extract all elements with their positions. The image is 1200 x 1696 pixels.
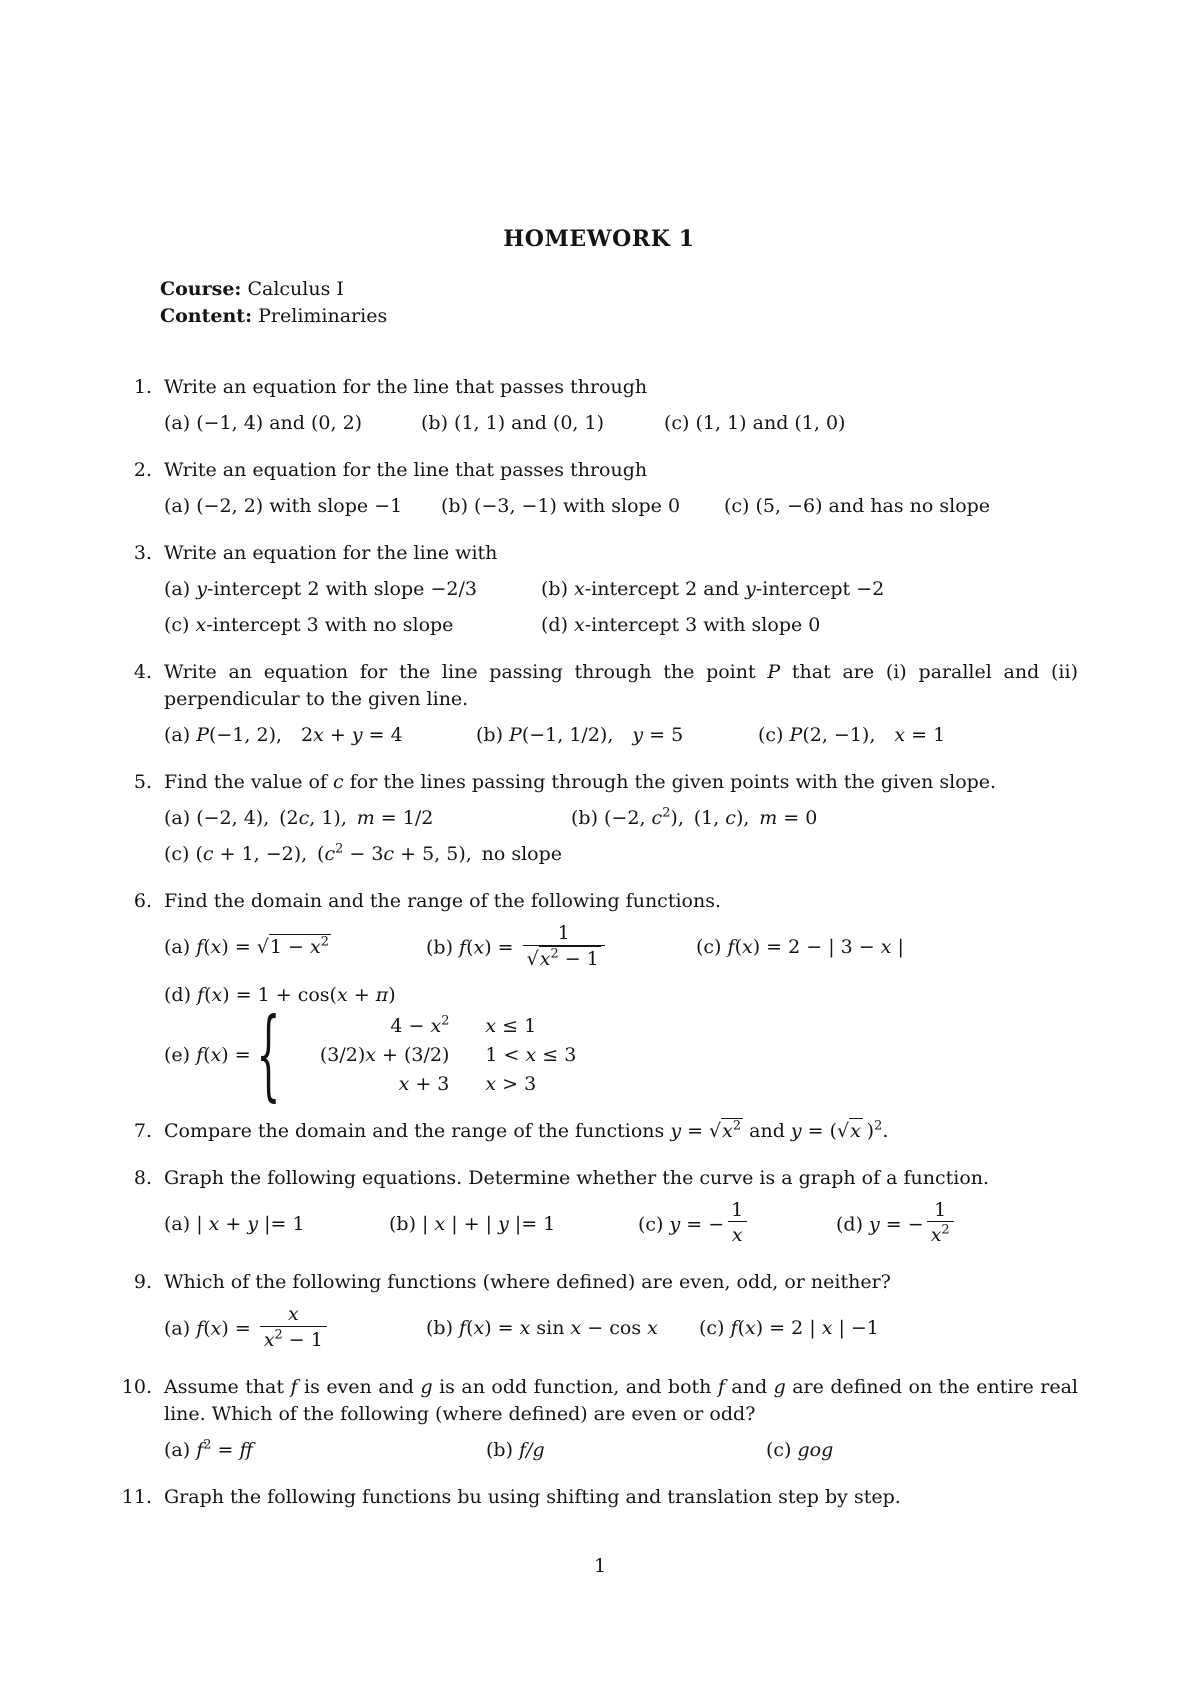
problem-3-text: Write an equation for the line with [164, 542, 498, 564]
problem-8-options [164, 1198, 1078, 1250]
case-2-expr: (3/2)x + (3/2) [319, 1043, 450, 1066]
problem-2-option-c: (c) (5, −6) and has no slope [724, 495, 991, 517]
problem-9-option-b: (b) f(x) = x sin x − cos x [426, 1317, 658, 1340]
problem-9 [120, 1269, 1078, 1354]
problem-1-options [164, 410, 1078, 437]
problem-6-option-d: (d) f(x) = 1 + cos(x + π) [164, 983, 396, 1006]
problem-1-text: Write an equation for the line that passes through [164, 376, 648, 398]
problem-5-options-row-2 [164, 841, 1078, 868]
problem-2-option-a: (a) (−2, 2) with slope −1 [164, 495, 403, 517]
document-page [120, 0, 1078, 1531]
problem-4 [120, 659, 1078, 749]
problem-11-text: Graph the following functions bu using shifting and translation step by step. [164, 1485, 901, 1508]
problem-8-option-b: (b) | x | + | y |= 1 [389, 1212, 556, 1235]
problem-4-option-b: (b) P(−1, 1/2), y = 5 [476, 724, 684, 746]
problem-7-text: Compare the domain and the range of the functions $y = √x^2$ and y = (√x )$^2$. [164, 1118, 889, 1142]
problem-2-text: Write an equation for the line that passes through [164, 459, 648, 481]
problem-3-option-d: (d) x-intercept 3 with slope 0 [541, 614, 821, 636]
problem-9-number: 9. [133, 1271, 152, 1294]
problem-9-options [164, 1305, 1078, 1354]
case-3-expr: x + 3 [398, 1072, 450, 1095]
problem-9-text: Which of the following functions (where defined) are even, odd, or neither? [164, 1271, 891, 1294]
problem-10-option-b: (b) f/g [486, 1438, 545, 1461]
problem-8 [120, 1165, 1078, 1250]
problem-3-number: 3. [133, 542, 152, 564]
content-label: Content: [160, 305, 253, 327]
problem-3 [120, 540, 1078, 639]
problem-10-text: Assume that f is even and g is an odd function, and both f and g are defined on the entire real line. Which of the following (where defined) are even or odd? [164, 1375, 1078, 1425]
problem-5-options-row-1 [164, 805, 1078, 832]
problem-8-option-a: (a) | x + y |= 1 [164, 1212, 305, 1235]
course-value: Calculus I [247, 278, 344, 300]
problem-2-number: 2. [133, 459, 152, 481]
problem-5-option-c: (c) (c + 1, −2), ($c^2 - 3c + 5$, 5), no slope [164, 841, 563, 865]
problem-11-number: 11. [121, 1485, 152, 1508]
problem-9-option-a: (a) f(x) = $\frac{x}{x^2 - 1}$ [164, 1305, 426, 1354]
problem-4-option-c: (c) P(2, −1), x = 1 [758, 724, 946, 746]
case-3-cond: x > 3 [485, 1072, 537, 1095]
content-line [160, 303, 1078, 330]
problem-2 [120, 457, 1078, 520]
case-2-cond: 1 < x ≤ 3 [485, 1043, 577, 1066]
left-brace-icon: { [256, 996, 281, 1112]
case-1-cond: x ≤ 1 [485, 1014, 537, 1037]
problem-2-option-b: (b) (−3, −1) with slope 0 [441, 495, 681, 517]
problem-8-option-d: (d) y = − $\frac{1}{x^2}$ [836, 1201, 1078, 1250]
problem-8-option-c: (c) y = − $\frac{1}{x}$ [638, 1201, 836, 1250]
problem-1 [120, 374, 1078, 437]
problem-10-option-c: (c) gog [766, 1438, 834, 1461]
problem-3-options-row-1 [164, 576, 1078, 603]
problem-10 [120, 1374, 1078, 1464]
problem-4-options [164, 722, 1078, 749]
problem-5-text: Find the value of c for the lines passing through the given points with the given slope. [164, 771, 997, 793]
problem-5-number: 5. [133, 771, 152, 793]
problem-3-option-a: (a) y-intercept 2 with slope −2/3 [164, 578, 477, 600]
piecewise-cases [291, 1013, 576, 1098]
problem-6-option-d-row [164, 982, 1078, 1009]
content-value: Preliminaries [258, 305, 388, 327]
problem-3-option-b: (b) x-intercept 2 and y-intercept −2 [541, 578, 885, 600]
problem-5-option-a: (a) (−2, 4), (2c, 1), m = 1/2 [164, 807, 434, 829]
problem-4-number: 4. [133, 661, 152, 683]
problem-2-options [164, 493, 1078, 520]
problem-10-number: 10. [121, 1375, 152, 1398]
problem-10-options [164, 1437, 1078, 1464]
problem-6-options-row-1 [164, 924, 1078, 973]
course-line [160, 276, 1078, 303]
page-title: HOMEWORK 1 [503, 226, 695, 252]
problem-6-option-a: (a) $f(x) = √1 - x^2$ [164, 934, 329, 959]
header-meta [160, 276, 1078, 330]
problem-6-text: Find the domain and the range of the following functions. [164, 890, 722, 912]
problem-6 [120, 888, 1078, 1112]
case-1-expr: $4 - x^2$ [390, 1013, 450, 1037]
problem-5-option-b: (b) (−2, $c^2$), (1, c), m = 0 [571, 805, 818, 829]
problem-8-number: 8. [133, 1166, 152, 1189]
problem-8-text: Graph the following equations. Determine whether the curve is a graph of a function. [164, 1166, 990, 1189]
problem-6-option-e [164, 996, 1078, 1112]
problem-7 [120, 1118, 1078, 1145]
problem-1-option-c: (c) (1, 1) and (1, 0) [664, 412, 846, 434]
problem-9-option-c: (c) f(x) = 2 | x | −1 [699, 1317, 879, 1340]
course-label: Course: [160, 278, 242, 300]
piecewise-prefix: (e) f(x) = [164, 1043, 251, 1066]
problem-6-option-b: (b) f(x) = $\frac{1}{√x^2 - 1}$ [426, 924, 696, 973]
problem-5 [120, 769, 1078, 868]
problem-list [120, 374, 1078, 1511]
problem-3-options-row-2 [164, 612, 1078, 639]
problem-6-number: 6. [133, 890, 152, 912]
page-number: 1 [593, 1555, 607, 1577]
problem-4-text: Write an equation for the line passing through the point P that are (i) parallel and (ii) perpendicular to the given line. [164, 661, 1078, 710]
problem-1-option-a: (a) (−1, 4) and (0, 2) [164, 412, 363, 434]
problem-4-option-a: (a) P(−1, 2), 2x + y = 4 [164, 724, 403, 746]
problem-11 [120, 1484, 1078, 1511]
problem-1-option-b: (b) (1, 1) and (0, 1) [421, 412, 604, 434]
problem-10-option-a: (a) $f^2$ = ff [164, 1437, 253, 1461]
problem-1-number: 1. [133, 376, 152, 398]
problem-3-option-c: (c) x-intercept 3 with no slope [164, 614, 454, 636]
problem-7-number: 7. [133, 1119, 152, 1142]
problem-6-option-c: (c) f(x) = 2 − | 3 − x | [696, 936, 904, 959]
